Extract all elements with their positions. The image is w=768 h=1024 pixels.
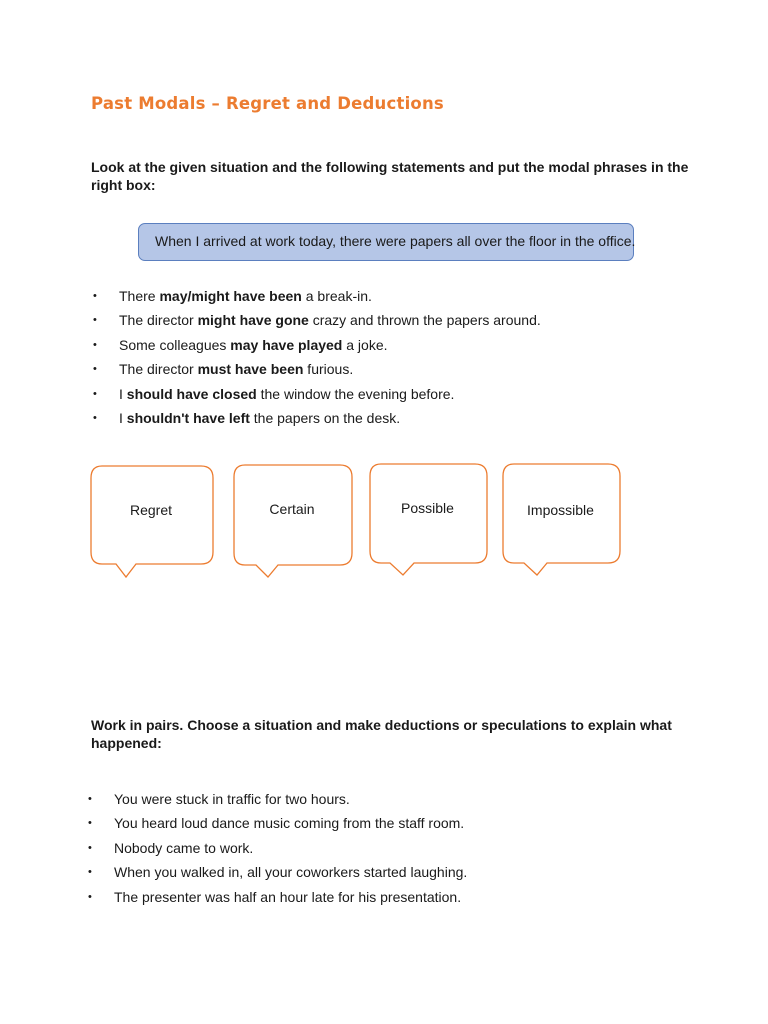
- modal-phrase: may/might have been: [159, 288, 302, 304]
- modal-phrase: must have been: [197, 361, 304, 378]
- statement-item: [93, 288, 541, 312]
- situation-list: [88, 791, 467, 913]
- bullet-icon: •: [88, 817, 92, 830]
- bullet-icon: •: [88, 793, 92, 805]
- page-title: Past Modals – Regret and Deductions: [91, 94, 444, 113]
- bullet-icon: •: [88, 866, 92, 879]
- situation-text: You heard loud dance music coming from the staff room.: [114, 815, 465, 832]
- bullet-icon: •: [88, 841, 92, 854]
- modal-phrase: should have closed: [126, 385, 257, 402]
- statement-item: [93, 386, 541, 410]
- situation-item: [88, 815, 467, 839]
- statement-text: The director: [119, 361, 198, 378]
- situation-item: [88, 791, 467, 815]
- certain-box: [233, 464, 351, 576]
- bullet-icon: •: [93, 290, 97, 302]
- situation-item: [88, 889, 467, 913]
- impossible-label: Impossible: [527, 502, 594, 518]
- statement-text: a break-in.: [301, 288, 372, 304]
- situation-text: The presenter was half an hour late for his presentation.: [114, 888, 462, 905]
- statement-item: [93, 312, 541, 336]
- statement-text: Some colleagues: [119, 336, 231, 353]
- statement-text: I: [119, 385, 127, 402]
- speech-bubble-shape: [233, 464, 353, 580]
- bullet-icon: •: [93, 387, 97, 400]
- statement-item: [93, 410, 541, 434]
- bullet-icon: •: [93, 411, 97, 424]
- statement-text: crazy and thrown the papers around.: [308, 312, 541, 329]
- bullet-icon: •: [93, 338, 97, 351]
- bullet-icon: •: [88, 890, 92, 903]
- situation-box: When I arrived at work today, there were papers all over the floor in the office.: [138, 223, 634, 261]
- situation-text: You were stuck in traffic for two hours.: [114, 791, 350, 807]
- statement-text: The director: [119, 312, 198, 329]
- possible-label: Possible: [401, 500, 454, 516]
- modal-phrase: shouldn't have left: [126, 409, 250, 426]
- bullet-icon: •: [93, 314, 97, 327]
- speech-bubble-shape: [369, 463, 488, 579]
- speech-bubble-shape: [502, 463, 621, 579]
- instruction-2: Work in pairs. Choose a situation and make deductions or speculations to explain what happened:: [91, 717, 672, 751]
- situation-text: When you walked in, all your coworkers started laughing.: [114, 864, 468, 881]
- possible-box: [369, 463, 486, 575]
- impossible-box: [502, 463, 619, 575]
- statement-list: [93, 288, 541, 434]
- regret-box: [90, 465, 212, 577]
- statement-item: [93, 337, 541, 361]
- statement-text: a joke.: [342, 336, 388, 353]
- speech-bubble-shape: [90, 465, 214, 581]
- situation-item: [88, 840, 467, 864]
- statement-text: I: [119, 409, 127, 426]
- statement-text: the papers on the desk.: [249, 409, 401, 426]
- statement-text: furious.: [303, 361, 354, 378]
- modal-phrase: might have gone: [197, 312, 309, 329]
- modal-phrase: may have played: [230, 336, 343, 353]
- situation-text: Nobody came to work.: [114, 839, 254, 856]
- regret-label: Regret: [129, 502, 173, 518]
- statement-text: the window the evening before.: [256, 385, 455, 402]
- statement-text: There: [119, 288, 160, 304]
- statement-item: [93, 361, 541, 385]
- bullet-icon: •: [93, 363, 97, 376]
- certain-label: Certain: [269, 501, 315, 517]
- situation-item: [88, 864, 467, 888]
- instruction-1: Look at the given situation and the following statements and put the modal phrases in the right box:: [91, 159, 689, 193]
